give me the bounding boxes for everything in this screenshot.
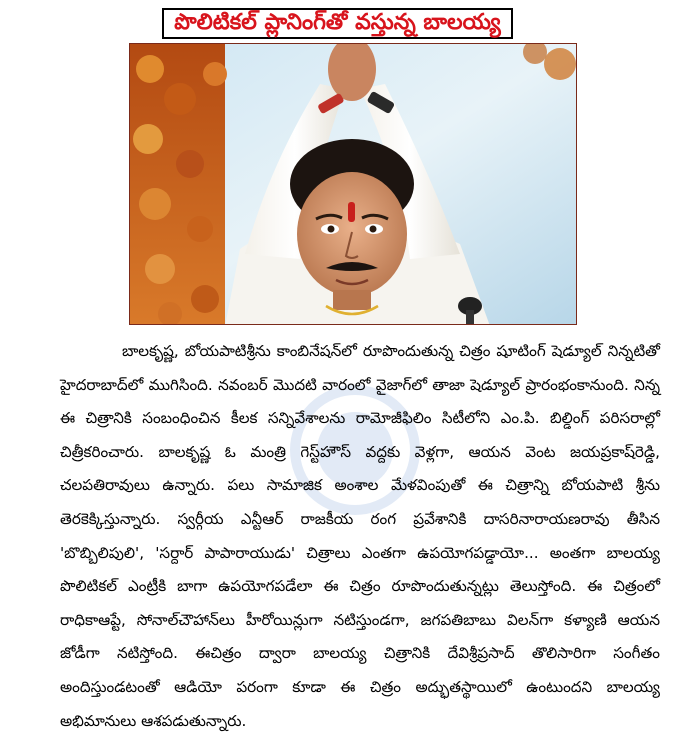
flower-backdrop [130,44,227,325]
article-photo [129,43,577,325]
article-paragraph: బాలకృష్ణ, బోయపాటిశ్రీను కాంబినేషన్‌లో రూపొందుతున్న చిత్రం షూటింగ్ షెడ్యూల్ నిన్నటితో హైదరాబాద్‌లో ముగిసింది. నవంబర్ మొదటి వారంలో వైజాగ్‌లో తాజా షెడ్యూల్ ప్రారంభంకానుంది. నిన్న ఈ చిత్రానికి సంబంధించిన కీలక సన్నివేశాలను రామోజీఫిలిం సిటీలోని ఎం.పి. బిల్డింగ్ పరిసరాల్లో చిత్రీకరించారు. బాలకృష్ణ ఓ మంత్రి గెస్ట్‌హౌస్ వద్దకు వెళ్లగా, ఆయన వెంట జయప్రకాష్‌రెడ్డి, చలపతిరావులు ఉన్నారు. పలు సామాజిక అంశాల మేళవింపుతో ఈ చిత్రాన్ని బోయపాటి శ్రీను తెరకెక్కిస్తున్నారు. స్వర్గీయ ఎన్టీఆర్ రాజకీయ రంగ ప్రవేశానికి దాసరినారాయణరావు తీసిన 'బొబ్బిలిపులి', 'సర్దార్ పాపారాయుడు' చిత్రాలు ఎంతగా ఉపయోగపడ్డాయో... అంతగా బాలయ్య పొలిటికల్ ఎంట్రీకి బాగా ఉపయోగపడేలా ఈ చిత్రం రూపొందుతున్నట్లు తెలుస్తోంది. ఈ చిత్రంలో రాధికాఆప్టే, సోనాల్‌చౌహాన్‌లు హీరోయిన్లుగా నటిస్తుండగా, జగపతిబాబు విలన్‌గా కళ్యాణి ఆయన జోడీగా నటిస్తోంది. ఈచిత్రం ద్వారా బాలయ్య చిత్రానికి దేవిశ్రీప్రసాద్ తొలిసారిగా సంగీతం అందిస్తుండటంతో ఆడియో పరంగా కూడా ఈ చిత్రం అద్భుతస్థాయిలో ఉంటుందని బాలయ్య అభిమానులు ఆశపడుతున్నారు. [60,342,660,730]
article-body [60,335,660,738]
headline-container [0,8,675,39]
headline: పొలిటికల్ ప్లానింగ్‌తో వస్తున్న బాలయ్య [162,8,512,39]
